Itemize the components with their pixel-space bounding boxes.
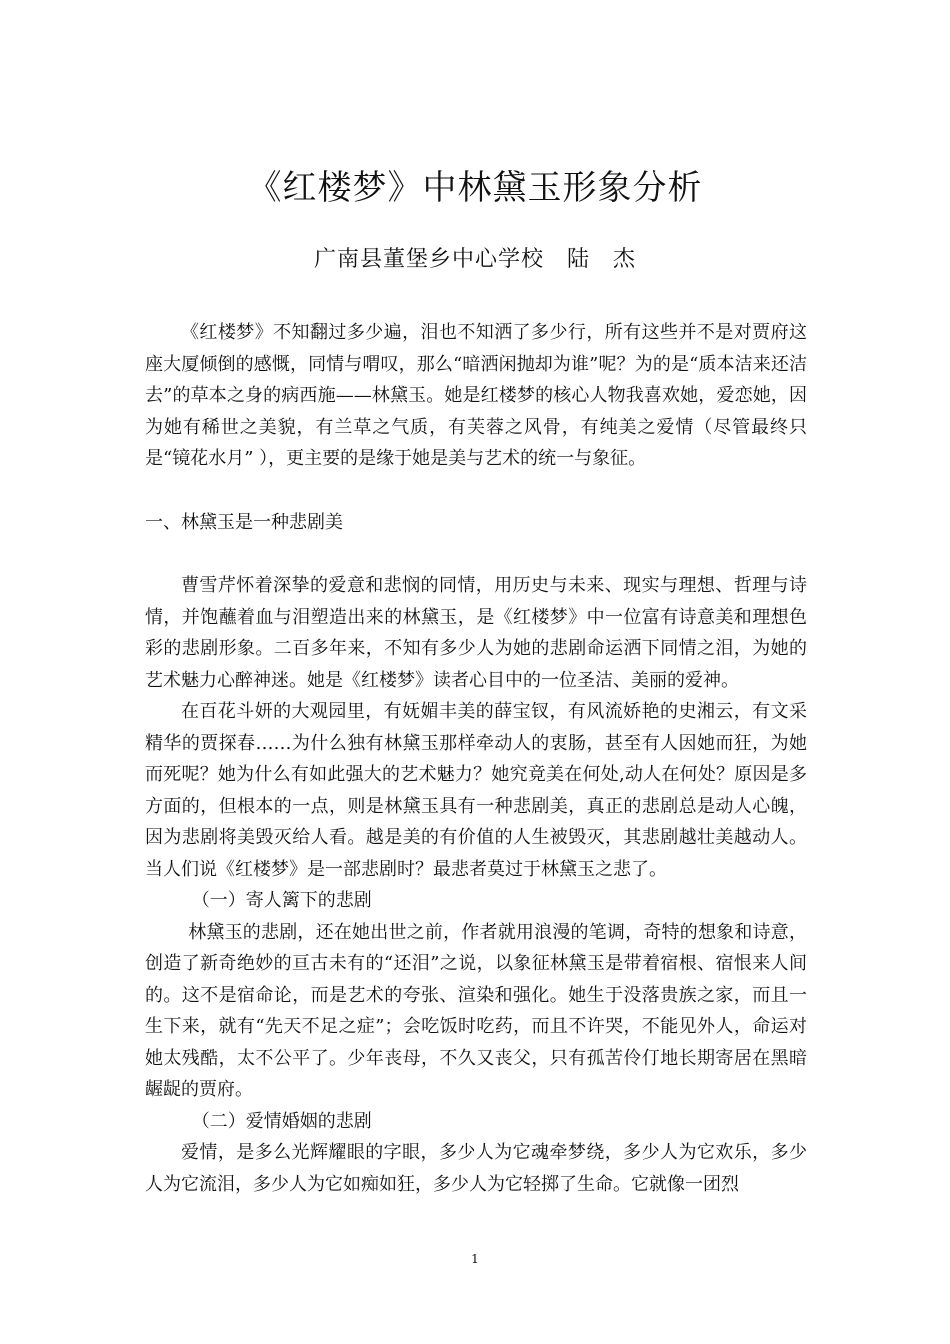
page-number: 1: [471, 1252, 479, 1266]
section-heading: 一、林黛玉是一种悲剧美: [145, 511, 343, 533]
subsection-heading: （二）爱情婚姻的悲剧: [191, 1110, 372, 1132]
subsection-heading: （一）寄人篱下的悲剧: [191, 890, 372, 911]
body-paragraph: 曹雪芹怀着深挚的爱意和悲悯的同情，用历史与未来、现实与理想、哲理与诗情，并饱蘸着血与泪塑造出来的林黛玉，是《红楼梦》中一位富有诗意美和理想色彩的悲剧形象。二百多年来，不知有多少人为她的悲剧命运洒下同情之泪，为她的艺术魅力心醉神迷。她是《红楼梦》读者心目中的一位圣洁、美丽的爱神。: [145, 575, 807, 691]
author-line: 广南县董堡乡中心学校 陆 杰: [313, 247, 636, 272]
body-paragraph: 林黛玉的悲剧，还在她出世之前，作者就用浪漫的笔调，奇特的想象和诗意，创造了新奇绝妙的亘古未有的“还泪”之说，以象征林黛玉是带着宿根、宿恨来人间的。这不是宿命论，而是艺术的夸张、渲染和强化。她生于没落贵族之家，而且一生下来，就有“先天不足之症”；会吃饭时吃药，而且不许哭，不能见外人，命运对她太残酷，太不公平了。少年丧母，不久又丧父，只有孤苦伶仃地长期寄居在黑暗龌龊的贾府。: [145, 921, 807, 1100]
body-paragraph: 爱情，是多么光辉耀眼的字眼，多少人为它魂牵梦绕，多少人为它欢乐，多少人为它流泪，多少人为它如痴如狂，多少人为它轻掷了生命。它就像一团烈: [145, 1142, 807, 1195]
document-body: [145, 317, 807, 1200]
document-title: 《红楼梦》中林黛玉形象分析: [247, 168, 703, 208]
intro-paragraph: 《红楼梦》不知翻过多少遍，泪也不知洒了多少行，所有这些并不是对贾府这座大厦倾倒的感慨，同情与喟叹，那么“暗洒闲抛却为谁”呢？为的是“质本洁来还洁去”的草本之身的病西施——林黛玉。她是红楼梦的核心人物我喜欢她，爱恋她，因为她有稀世之美貌，有兰草之气质，有芙蓉之风骨，有纯美之爱情（尽管最终只是“镜花水月” ），更主要的是缘于她是美与艺术的统一与象征。: [145, 322, 807, 469]
body-paragraph: 在百花斗妍的大观园里，有妩媚丰美的薛宝钗，有风流娇艳的史湘云，有文采精华的贾探春……为什么独有林黛玉那样牵动人的衷肠，甚至有人因她而狂，为她而死呢？她为什么有如此强大的艺术魅力？她究竟美在何处,动人在何处？原因是多方面的，但根本的一点，则是林黛玉具有一种悲剧美，真正的悲剧总是动人心魄，因为悲剧将美毁灭给人看。越是美的有价值的人生被毁灭，其悲剧越壮美越动人。当人们说《红楼梦》是一部悲剧时？最悲者莫过于林黛玉之悲了。: [145, 701, 807, 880]
